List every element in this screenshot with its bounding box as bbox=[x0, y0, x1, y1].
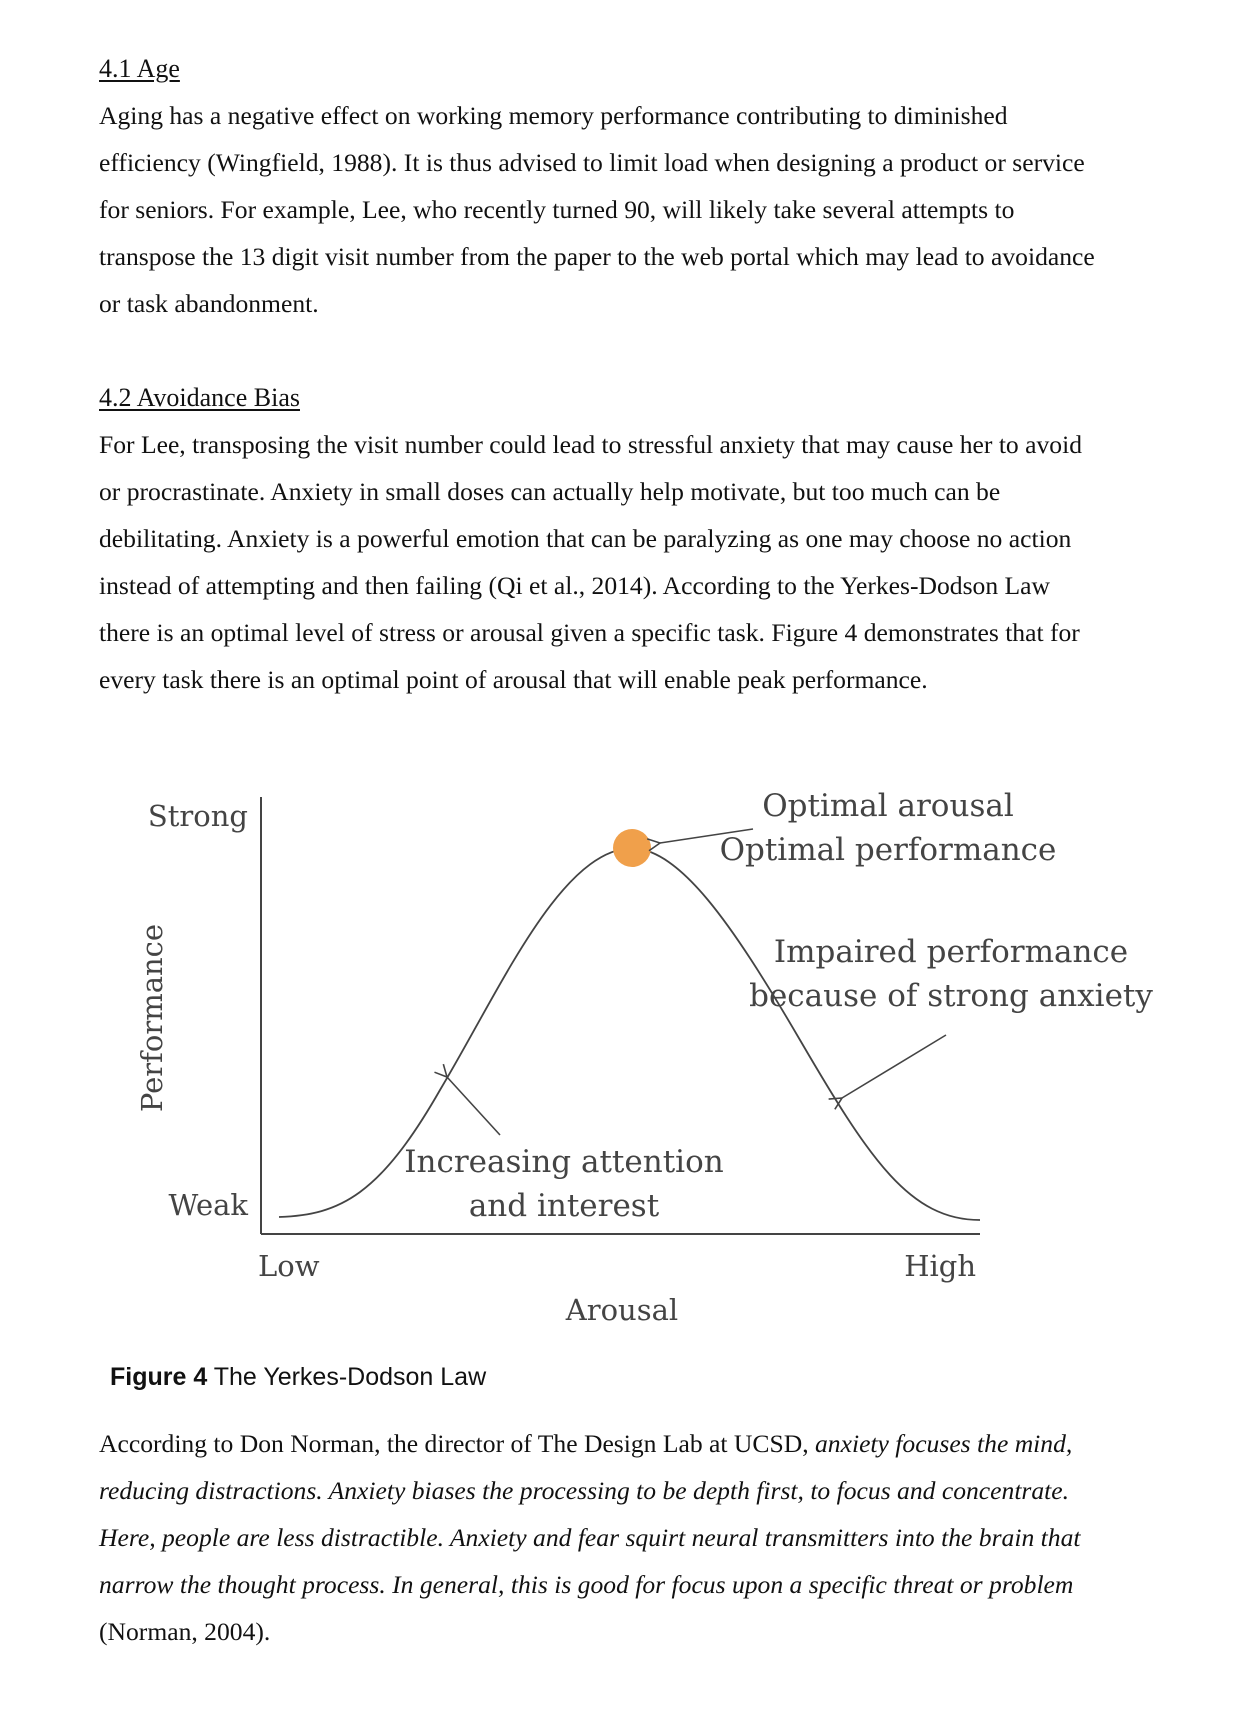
paragraph-line: (Norman, 2004). bbox=[99, 1617, 271, 1646]
section-heading-avoidance-bias: 4.2 Avoidance Bias bbox=[99, 383, 300, 412]
paragraph-line: or procrastinate. Anxiety in small doses can actually help motivate, but too much can be bbox=[99, 477, 1001, 506]
norman-quote-start: anxiety focuses the mind, bbox=[815, 1429, 1073, 1458]
attention-label-line-2: and interest bbox=[468, 1188, 660, 1224]
section-heading-age: 4.1 Age bbox=[99, 54, 180, 83]
norman-intro-text: According to Don Norman, the director of The Design Lab at UCSD, bbox=[99, 1429, 815, 1458]
paragraph-line: debilitating. Anxiety is a powerful emotion that can be paralyzing as one may choose no action bbox=[99, 524, 1072, 553]
y-axis-bottom-label: Weak bbox=[168, 1188, 248, 1222]
figure-title: The Yerkes-Dodson Law bbox=[207, 1363, 487, 1391]
impaired-arrow bbox=[842, 1035, 946, 1098]
impaired-label-line-1: Impaired performance bbox=[773, 934, 1129, 970]
impaired-label-line-2: because of strong anxiety bbox=[749, 978, 1153, 1014]
x-axis-right-label: High bbox=[904, 1249, 976, 1283]
optimal-point-marker bbox=[613, 829, 651, 867]
paragraph-line: efficiency (Wingfield, 1988). It is thus advised to limit load when designing a product or service bbox=[99, 148, 1085, 177]
x-axis-title: Arousal bbox=[565, 1293, 679, 1327]
y-axis-top-label: Strong bbox=[147, 799, 248, 833]
paragraph-line: reducing distractions. Anxiety biases the processing to be depth first, to focus and concentrate. bbox=[99, 1476, 1070, 1505]
paragraph-line: or task abandonment. bbox=[99, 289, 319, 318]
paragraph-line: For Lee, transposing the visit number could lead to stressful anxiety that may cause her to avoid bbox=[99, 430, 1082, 459]
paragraph-line: Here, people are less distractible. Anxiety and fear squirt neural transmitters into the brain that bbox=[99, 1523, 1081, 1552]
attention-arrow bbox=[447, 1077, 500, 1135]
paragraph-line: for seniors. For example, Lee, who recently turned 90, will likely take several attempts to bbox=[99, 195, 1015, 224]
paragraph-line bbox=[99, 1420, 1159, 1467]
figure-number: Figure 4 bbox=[110, 1363, 208, 1391]
paragraph-line: there is an optimal level of stress or arousal given a specific task. Figure 4 demonstrates that for bbox=[99, 618, 1080, 647]
paragraph-line: narrow the thought process. In general, this is good for focus upon a specific threat or problem bbox=[99, 1570, 1074, 1599]
figure-caption bbox=[110, 1362, 486, 1392]
paragraph-line: every task there is an optimal point of arousal that will enable peak performance. bbox=[99, 665, 928, 694]
peak-label-line-2: Optimal performance bbox=[719, 832, 1057, 868]
y-axis-title: Performance bbox=[135, 923, 169, 1113]
paragraph-line: Aging has a negative effect on working memory performance contributing to diminished bbox=[99, 101, 1008, 130]
x-axis-left-label: Low bbox=[258, 1249, 320, 1283]
paragraph-norman bbox=[99, 1420, 1159, 1655]
paragraph-line: instead of attempting and then failing (Qi et al., 2014). According to the Yerkes-Dodson Law bbox=[99, 571, 1051, 600]
peak-label-line-1: Optimal arousal bbox=[762, 788, 1014, 824]
attention-label-line-1: Increasing attention bbox=[404, 1144, 724, 1180]
paragraph-line: transpose the 13 digit visit number from the paper to the web portal which may lead to avoidance bbox=[99, 242, 1095, 271]
